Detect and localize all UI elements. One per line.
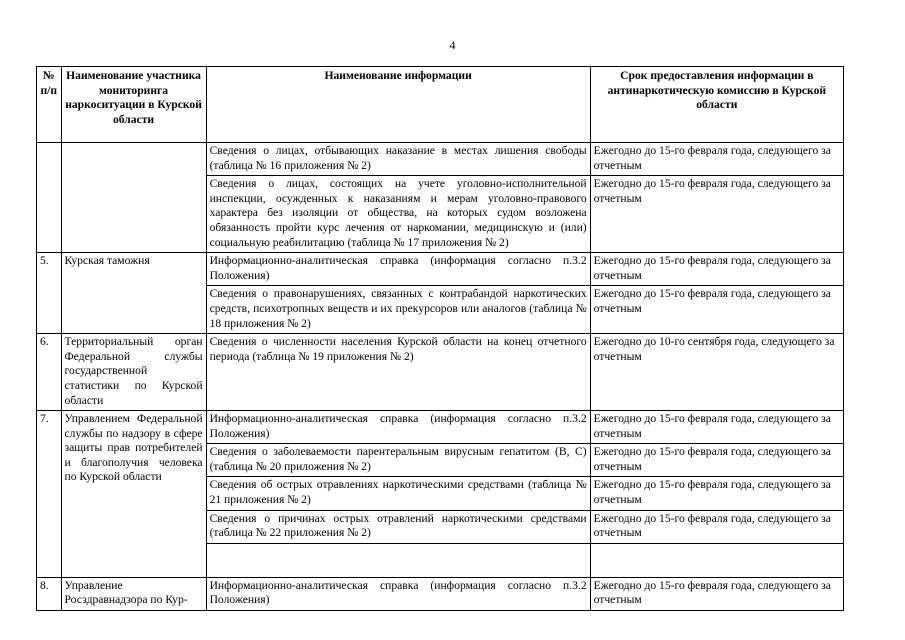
cell-term-empty [590, 543, 843, 577]
cell-participant [61, 143, 206, 253]
cell-num: 6. [37, 334, 62, 411]
cell-info: Сведения о численности населения Курской области на конец отчетного периода (таблица № 19 приложения № 2) [206, 334, 590, 411]
cell-info: Информационно-аналитическая справка (информация согласно п.3.2 Положения) [206, 411, 590, 444]
header-info: Наименование информации [206, 67, 590, 143]
cell-term: Ежегодно до 15-го февраля года, следующего за отчетным [590, 253, 843, 286]
cell-term: Ежегодно до 10-го сентября года, следующего за отчетным [590, 334, 843, 411]
cell-info: Сведения о причинах острых отравлений наркотическими средствами (таблица № 22 приложения № 2) [206, 510, 590, 543]
cell-term: Ежегодно до 15-го февраля года, следующего за отчетным [590, 477, 843, 510]
header-num: № п/п [37, 67, 62, 143]
cell-info: Сведения об острых отравлениях наркотическими средствами (таблица № 21 приложения № 2) [206, 477, 590, 510]
header-participant: Наименование участника мониторинга наркоситуации в Курской области [61, 67, 206, 143]
cell-info: Сведения о правонарушениях, связанных с контрабандой наркотических средств, психотропных веществ и их прекурсоров или аналогов (таблица № 18 приложения № 2) [206, 286, 590, 334]
table-row [37, 253, 844, 286]
table-row [37, 334, 844, 411]
page-number: 4 [449, 38, 456, 52]
cell-info: Сведения о заболеваемости парентеральным вирусным гепатитом (В, С) (таблица № 20 приложения № 2) [206, 444, 590, 477]
cell-info: Информационно-аналитическая справка (информация согласно п.3.2 Положения) [206, 253, 590, 286]
cell-info: Сведения о лицах, отбывающих наказание в местах лишения свободы (таблица № 16 приложения № 2) [206, 143, 590, 176]
cell-term: Ежегодно до 15-го февраля года, следующего за отчетным [590, 143, 843, 176]
cell-participant: Управлением Федеральной службы по надзору в сфере защиты прав потребителей и благополучия человека по Курской области [61, 411, 206, 578]
table-row [37, 143, 844, 176]
monitoring-table [36, 66, 844, 611]
cell-term: Ежегодно до 15-го февраля года, следующего за отчетным [590, 444, 843, 477]
cell-participant: Территориальный орган Федеральной службы государственной статистики по Курской области [61, 334, 206, 411]
cell-participant: Управление Росздравнадзора по Кур- [61, 577, 206, 610]
cell-num [37, 143, 62, 253]
cell-term: Ежегодно до 15-го февраля года, следующего за отчетным [590, 176, 843, 253]
table-header-row [37, 67, 844, 143]
table-row [37, 411, 844, 444]
cell-num: 7. [37, 411, 62, 578]
cell-info: Информационно-аналитическая справка (информация согласно п.3.2 Положения) [206, 577, 590, 610]
cell-term: Ежегодно до 15-го февраля года, следующего за отчетным [590, 577, 843, 610]
cell-term: Ежегодно до 15-го февраля года, следующего за отчетным [590, 286, 843, 334]
cell-term: Ежегодно до 15-го февраля года, следующего за отчетным [590, 411, 843, 444]
header-term: Срок предоставления информации в антинаркотическую комиссию в Курской области [590, 67, 843, 143]
cell-info-empty [206, 543, 590, 577]
cell-info: Сведения о лицах, состоящих на учете уголовно-исполнительной инспекции, осужденных к наказаниям и мерам уголовно-правового характера без изоляции от общества, на которых судом возложена обязанность пройти курс лечения от наркомании, медицинскую и (или) социальную реабилитацию (таблица № 17 приложения № 2) [206, 176, 590, 253]
cell-term: Ежегодно до 15-го февраля года, следующего за отчетным [590, 510, 843, 543]
cell-num: 5. [37, 253, 62, 334]
cell-participant: Курская таможня [61, 253, 206, 334]
table-row [37, 577, 844, 610]
cell-num: 8. [37, 577, 62, 610]
